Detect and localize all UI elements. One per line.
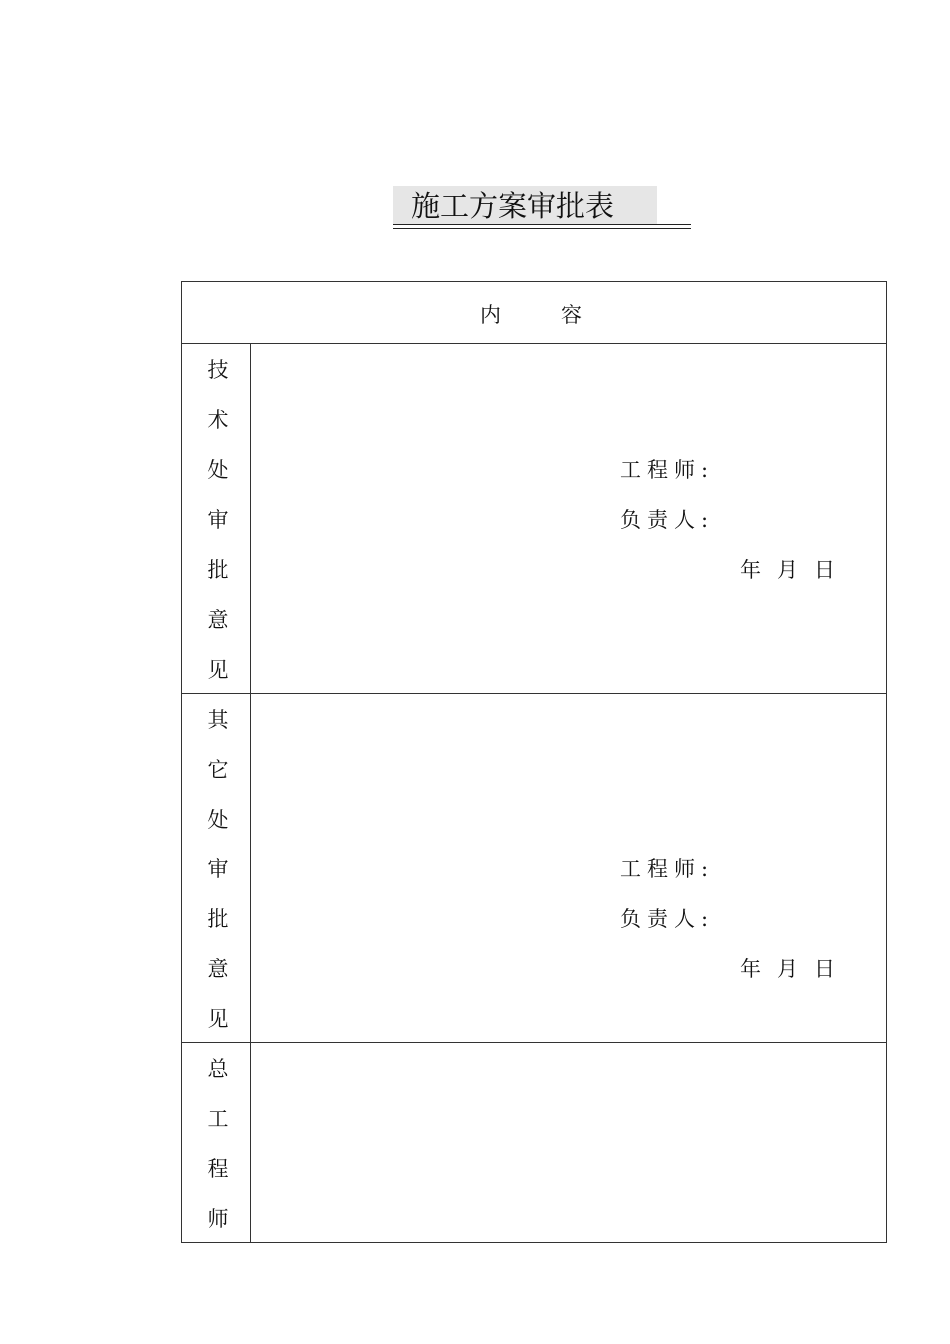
chief-engineer-label-cell <box>182 1043 251 1242</box>
date-day-label: 日 <box>814 957 835 981</box>
section-label-char: 处 <box>207 808 229 832</box>
engineer-signature-label: 工程师: <box>620 857 715 881</box>
section-label-char: 师 <box>207 1207 229 1231</box>
title-underline <box>393 224 691 225</box>
document-title <box>393 186 691 230</box>
approval-form-table <box>181 281 887 1243</box>
section-label-char: 总 <box>207 1057 229 1081</box>
signature-date <box>740 558 835 582</box>
other-dept-opinion-section <box>182 694 886 1043</box>
title-text: 施工方案审批表 <box>411 189 615 223</box>
content-header-row <box>182 282 886 344</box>
section-label-char: 工 <box>207 1107 229 1131</box>
responsible-person-label: 负责人: <box>620 907 715 931</box>
section-label-char: 意 <box>207 957 229 981</box>
section-label-char: 技 <box>207 358 229 382</box>
other-dept-label-cell <box>182 694 251 1042</box>
date-year-label: 年 <box>740 957 761 981</box>
section-label-char: 术 <box>207 408 229 432</box>
section-label-char: 批 <box>207 907 229 931</box>
section-label-char: 批 <box>207 558 229 582</box>
signature-date <box>740 957 835 981</box>
engineer-signature-label: 工程师: <box>620 458 715 482</box>
section-label-char: 程 <box>207 1157 229 1181</box>
section-label-char: 它 <box>207 758 229 782</box>
tech-dept-opinion-section <box>182 344 886 694</box>
section-label-char: 意 <box>207 608 229 632</box>
section-label-char: 审 <box>207 857 229 881</box>
date-month-label: 月 <box>777 957 798 981</box>
section-label-char: 见 <box>207 658 229 682</box>
date-month-label: 月 <box>777 558 798 582</box>
section-label-char: 见 <box>207 1007 229 1031</box>
date-year-label: 年 <box>740 558 761 582</box>
section-label-char: 审 <box>207 508 229 532</box>
date-day-label: 日 <box>814 558 835 582</box>
title-double-underline <box>393 228 691 229</box>
section-label-char: 处 <box>207 458 229 482</box>
responsible-person-label: 负责人: <box>620 508 715 532</box>
section-label-char: 其 <box>207 708 229 732</box>
content-header-label: 内容 <box>480 303 642 327</box>
tech-dept-label-cell <box>182 344 251 693</box>
chief-engineer-section <box>182 1043 886 1242</box>
